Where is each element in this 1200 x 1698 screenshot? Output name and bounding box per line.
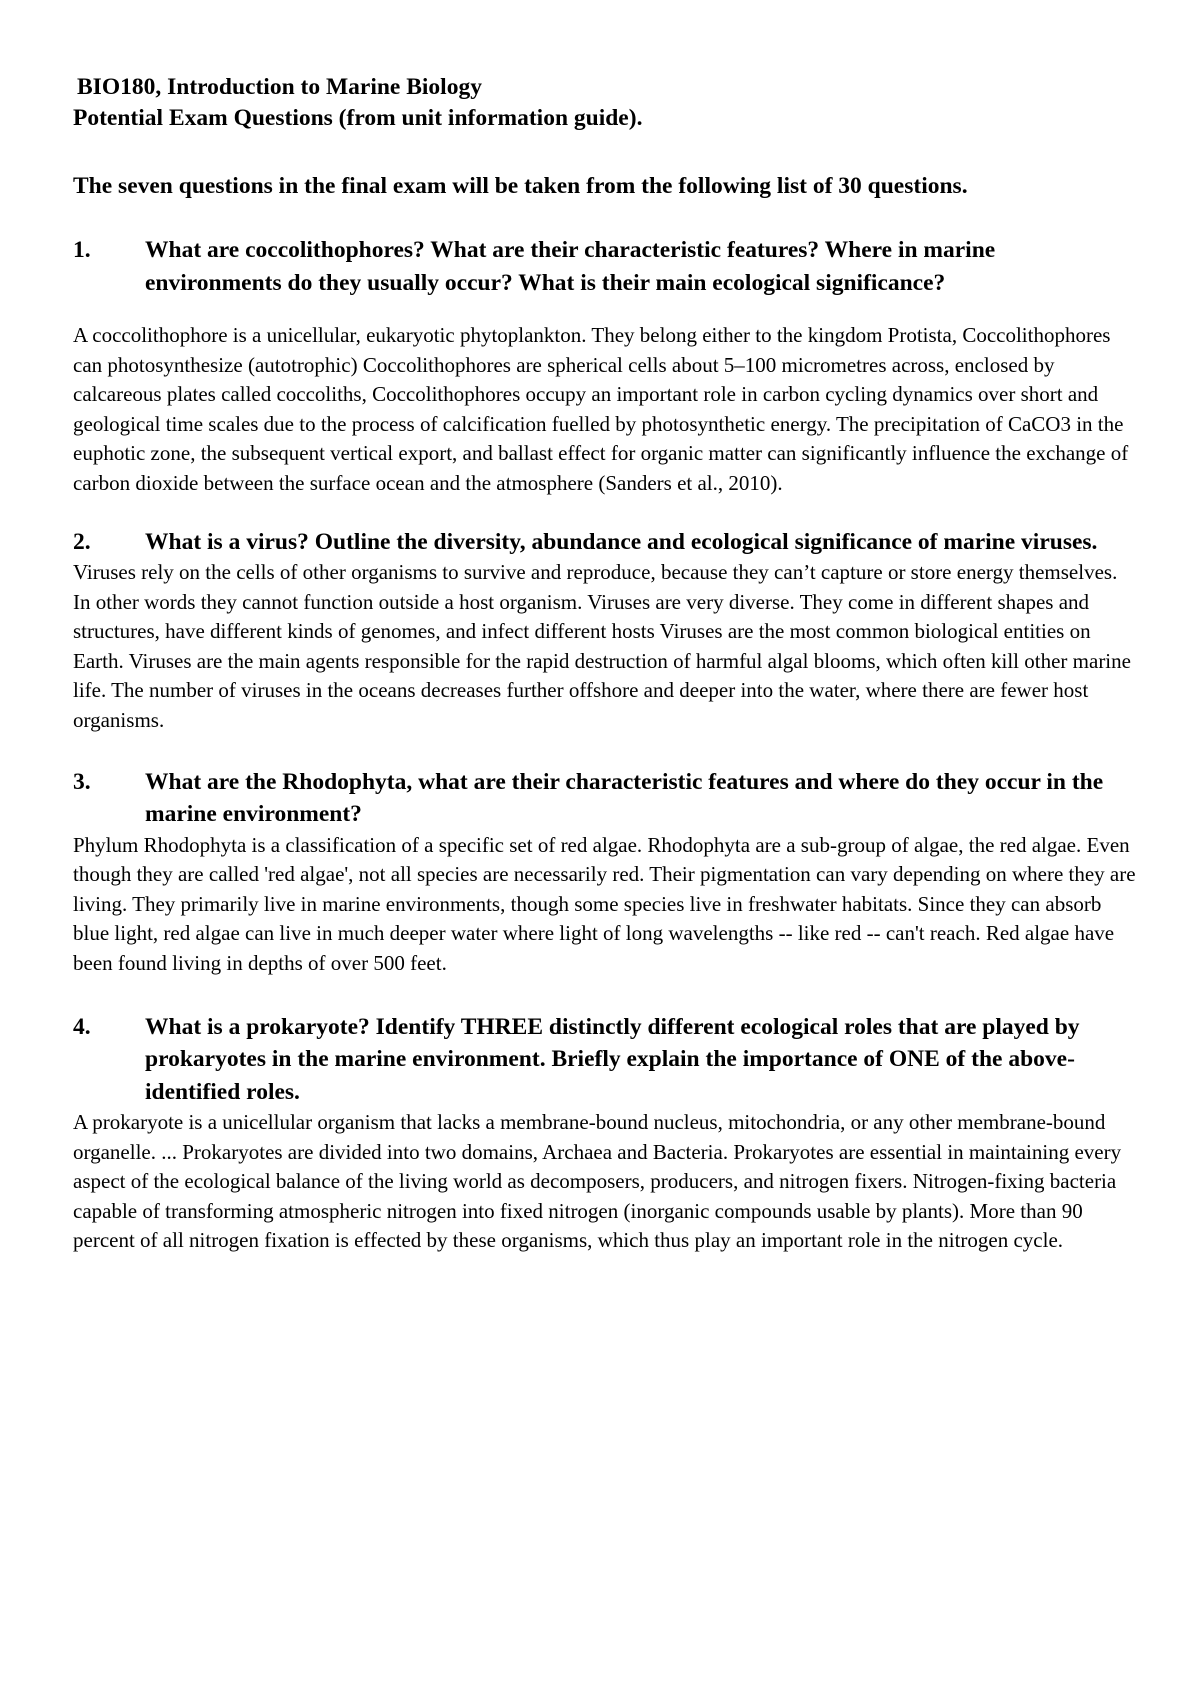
document-subtitle: Potential Exam Questions (from unit information guide). — [73, 105, 643, 131]
question-text: What are coccolithophores? What are their characteristic features? Where in marine environments do they usually occur? What is their main ecological significance? — [145, 237, 996, 296]
question-number: 3. — [73, 768, 91, 795]
question-4 — [73, 1011, 1136, 1109]
answer-4: A prokaryote is a unicellular organism that lacks a membrane-bound nucleus, mitochondria, or any other membrane-bound organelle. ... Prokaryotes are divided into two domains, Archaea and Bacteria. Prokaryotes are essential in maintaining every aspect of the ecological balance of the living world as decomposers, producers, and nitrogen fixers. Nitrogen-fixing bacteria capable of transforming atmospheric nitrogen into fixed nitrogen (inorganic compounds usable by plants). More than 90 percent of all nitrogen fixation is effected by these organisms, which thus play an important role in the nitrogen cycle. — [73, 1110, 1122, 1253]
document-title: BIO180, Introduction to Marine Biology — [77, 74, 482, 100]
answer-3: Phylum Rhodophyta is a classification of a specific set of red algae. Rhodophyta are a sub-group of algae, the red algae. Even though they are called 'red algae', not all species are necessarily red. Their pigmentation can vary depending on where they are living. They primarily live in marine environments, though some species live in freshwater habitats. Since they can absorb blue light, red algae can live in much deeper water where light of long wavelengths -- like red -- can't reach. Red algae have been found living in depths of over 500 feet. — [73, 832, 1136, 975]
question-text: What is a virus? Outline the diversity, abundance and ecological significance of marine viruses. — [145, 528, 1098, 555]
question-number: 1. — [73, 237, 91, 263]
answer-1: A coccolithophore is a unicellular, eukaryotic phytoplankton. They belong either to the kingdom Protista, Coccolithophores can photosynthesize (autotrophic) Coccolithophores are spherical cells about 5–100 micrometres across, enclosed by calcareous plates called coccoliths, Coccolithophores occupy an important role in carbon cycling dynamics over short and geological time scales due to the process of calcification fuelled by photosynthetic energy. The precipitation of CaCO3 in the euphotic zone, the subsequent vertical export, and ballast effect for organic matter can significantly influence the exchange of carbon dioxide between the surface ocean and the atmosphere (Sanders et al., 2010). — [73, 323, 1129, 495]
question-number: 2. — [73, 528, 91, 555]
question-3 — [73, 766, 1136, 831]
question-1 — [73, 234, 1136, 299]
question-text: What is a prokaryote? Identify THREE distinctly different ecological roles that are played by prokaryotes in the marine environment. Briefly explain the importance of ONE of the above-identified roles. — [145, 1013, 1080, 1105]
question-text: What are the Rhodophyta, what are their characteristic features and where do they occur in the marine environment? — [145, 768, 1104, 828]
question-2 — [73, 526, 1136, 559]
intro-paragraph: The seven questions in the final exam will be taken from the following list of 30 questions. — [73, 173, 968, 199]
question-number: 4. — [73, 1013, 91, 1040]
answer-2: Viruses rely on the cells of other organisms to survive and reproduce, because they can’t capture or store energy themselves. In other words they cannot function outside a host organism. Viruses are very diverse. They come in different shapes and structures, have different kinds of genomes, and infect different hosts Viruses are the most common biological entities on Earth. Viruses are the main agents responsible for the rapid destruction of harmful algal blooms, which often kill other marine life. The number of viruses in the oceans decreases further offshore and deeper into the water, where there are fewer host organisms. — [73, 560, 1131, 733]
